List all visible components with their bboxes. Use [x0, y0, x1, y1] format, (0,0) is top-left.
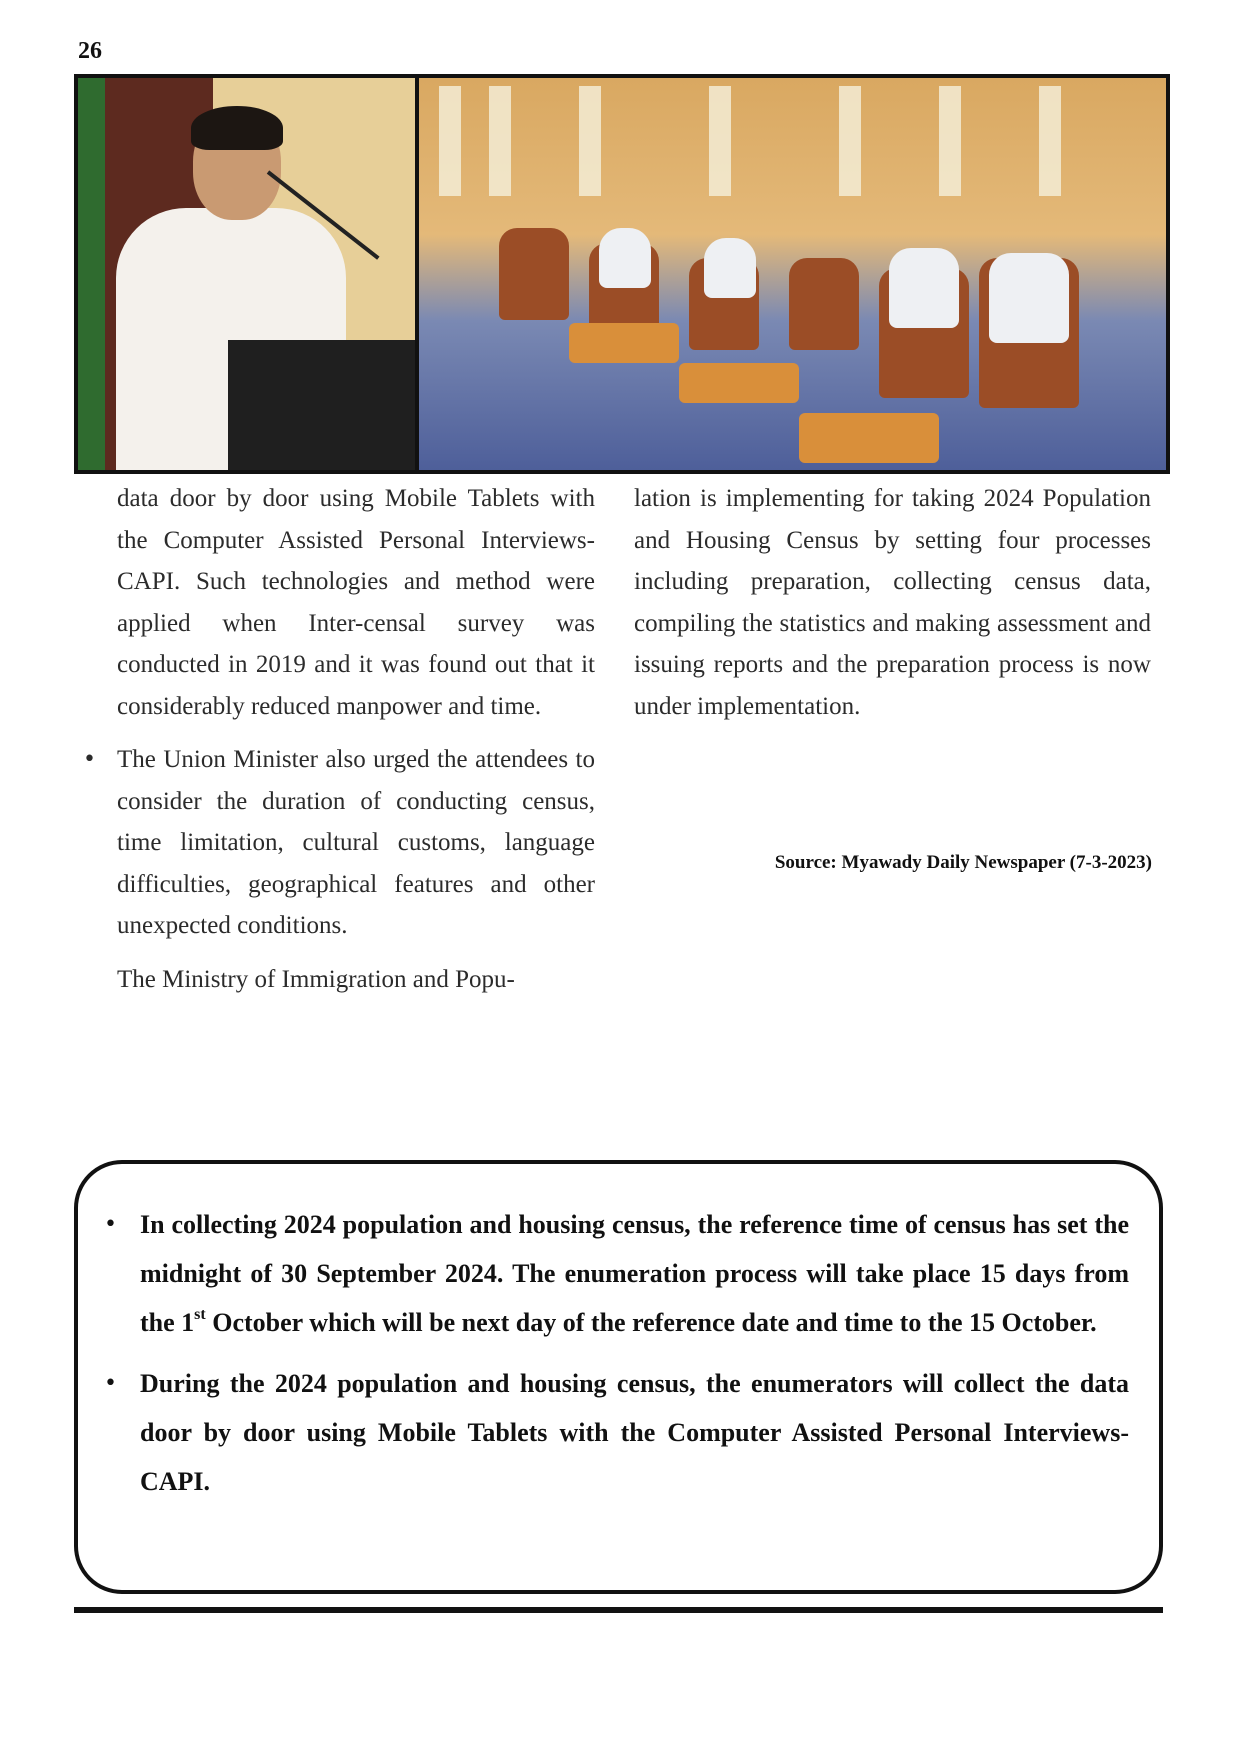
article-paragraph: The Ministry of Immigration and Popu- — [117, 965, 515, 993]
wall-panel — [839, 86, 861, 196]
chair — [499, 228, 569, 320]
summary-text: October which will be next day of the reference date and time to the 15 October. — [205, 1308, 1097, 1337]
low-table — [679, 363, 799, 403]
audience-in-hall-photo — [419, 78, 1166, 470]
ordinal-suffix: st — [194, 1306, 206, 1324]
attendee — [889, 248, 959, 328]
speaker-hair — [191, 106, 283, 150]
attendee — [704, 238, 756, 298]
page-number: 26 — [78, 38, 102, 64]
lectern — [228, 340, 415, 470]
attendee — [599, 228, 651, 288]
summary-text: In collecting 2024 population and housing census, the reference time of census has set the midnight of 30 September 2024. The enumeration process will take place 15 days from the 1 — [140, 1210, 1129, 1337]
speaker-at-lectern-photo — [78, 78, 415, 470]
low-table — [799, 413, 939, 463]
wall-panel — [439, 86, 461, 196]
source-citation: Source: Myawady Daily Newspaper (7-3-2023) — [774, 852, 1152, 873]
wall-panel — [489, 86, 511, 196]
summary-item-capi: • During the 2024 population and housing census, the enumerators will collect the data door by door using Mobile Tablets with the Computer Assisted Personal Interviews-CAPI. — [140, 1359, 1129, 1506]
photo-strip — [74, 74, 1170, 474]
attendee — [989, 253, 1069, 343]
summary-item-reference-time — [140, 1200, 1129, 1347]
wall-panel — [709, 86, 731, 196]
summary-box — [74, 1160, 1163, 1594]
article-paragraph: lation is implementing for taking 2024 Population and Housing Census by setting four processes including preparation, collecting census data, compiling the statistics and making assessment and issuing reports and the preparation process is now under implementation. — [634, 485, 1151, 720]
wall-panel — [939, 86, 961, 196]
article-paragraph: data door by door using Mobile Tablets with the Computer Assisted Personal Interviews-CAPI. Such technologies and method were applied when Inter-censal survey was conducted in 2019 and it was found out that it considerably reduced manpower and time. — [117, 485, 595, 720]
chair — [789, 258, 859, 350]
article-right-column — [634, 478, 1151, 739]
low-table — [569, 323, 679, 363]
wall-panel — [579, 86, 601, 196]
wall-panel — [1039, 86, 1061, 196]
article-left-column — [117, 478, 595, 1012]
article-bullet-paragraph: • The Union Minister also urged the attendees to consider the duration of conducting census, time limitation, cultural customs, language difficulties, geographical features and other unexpected conditions. — [117, 739, 595, 947]
bottom-rule — [74, 1607, 1163, 1613]
